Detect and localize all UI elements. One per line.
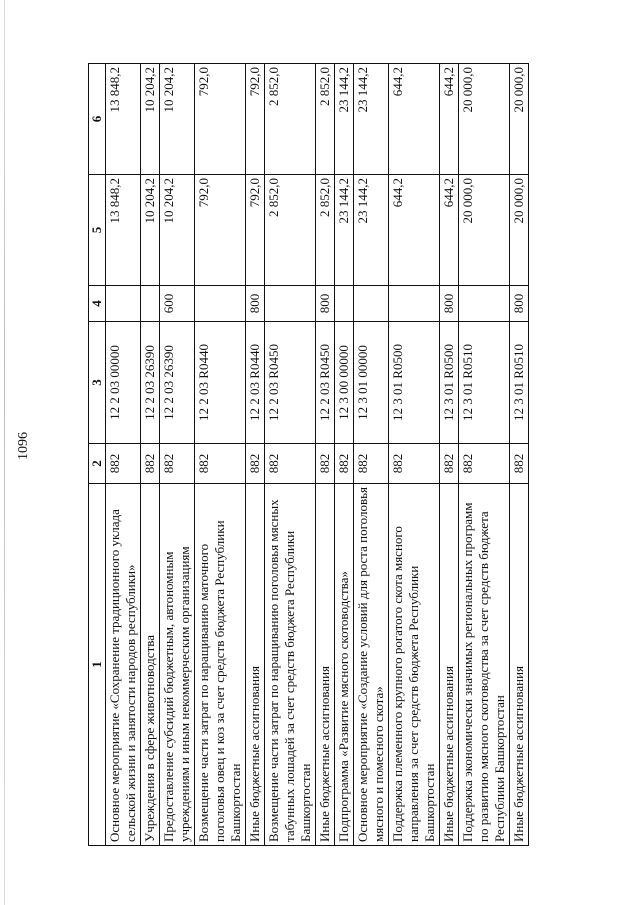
cell-name: Основное мероприятие «Сохранение традиционного уклада сельской жизни и занятости народов республики» (105, 484, 140, 846)
cell-amount-col5: 13 848,2 (105, 175, 140, 286)
cell-name: Возмещение части затрат по наращиванию поголовья мясных табунных лошадей за счет средств бюджета Республики Башкортостан (264, 484, 315, 846)
cell-target-code: 12 3 00 00000 (334, 322, 353, 444)
cell-target-code: 12 3 01 R0510 (458, 322, 509, 444)
cell-amount-col6: 2 852,0 (264, 64, 315, 175)
cell-target-code: 12 2 03 R0450 (264, 322, 315, 444)
scan-edge-line (4, 0, 5, 905)
cell-amount-col5: 792,0 (194, 175, 245, 286)
table-header-row (89, 64, 106, 846)
cell-amount-col6: 2 852,0 (315, 64, 334, 175)
budget-table (88, 63, 529, 846)
cell-target-code: 12 3 01 R0500 (439, 322, 458, 444)
cell-name: Иные бюджетные ассигнования (315, 484, 334, 846)
cell-name: Иные бюджетные ассигнования (439, 484, 458, 846)
cell-expense-type: 600 (159, 286, 194, 322)
cell-target-code: 12 2 03 00000 (105, 322, 140, 444)
cell-amount-col5: 10 204,2 (140, 175, 159, 286)
cell-amount-col5: 23 144,2 (353, 175, 388, 286)
cell-amount-col5: 10 204,2 (159, 175, 194, 286)
cell-amount-col6: 20 000,0 (509, 64, 528, 175)
header-col-1: 1 (89, 484, 106, 846)
cell-amount-col6: 10 204,2 (140, 64, 159, 175)
cell-name: Основное мероприятие «Создание условий для роста поголовья мясного и помесного скота» (353, 484, 388, 846)
table-row (140, 64, 159, 846)
header-col-6: 6 (89, 64, 106, 175)
cell-amount-col6: 23 144,2 (334, 64, 353, 175)
cell-expense-type: 800 (439, 286, 458, 322)
cell-amount-col6: 10 204,2 (159, 64, 194, 175)
cell-amount-col5: 792,0 (245, 175, 264, 286)
cell-expense-type: 800 (509, 286, 528, 322)
cell-amount-col6: 644,2 (388, 64, 439, 175)
cell-expense-type (264, 286, 315, 322)
header-col-3: 3 (89, 322, 106, 444)
table-row (439, 64, 458, 846)
cell-name: Предоставление субсидий бюджетным, автономным учреждениям и иным некоммерческим организациям (159, 484, 194, 846)
cell-target-code: 12 2 03 R0450 (315, 322, 334, 444)
table-row (159, 64, 194, 846)
cell-name: Иные бюджетные ассигнования (245, 484, 264, 846)
cell-admin-code: 882 (509, 444, 528, 484)
cell-name: Учреждения в сфере животноводства (140, 484, 159, 846)
cell-amount-col5: 2 852,0 (264, 175, 315, 286)
cell-admin-code: 882 (458, 444, 509, 484)
header-col-2: 2 (89, 444, 106, 484)
table-row (509, 64, 528, 846)
cell-amount-col6: 20 000,0 (458, 64, 509, 175)
cell-target-code: 12 2 03 R0440 (194, 322, 245, 444)
cell-target-code: 12 3 01 00000 (353, 322, 388, 444)
table-row (388, 64, 439, 846)
cell-admin-code: 882 (334, 444, 353, 484)
table-row (264, 64, 315, 846)
cell-amount-col6: 792,0 (194, 64, 245, 175)
cell-amount-col5: 20 000,0 (458, 175, 509, 286)
cell-admin-code: 882 (315, 444, 334, 484)
table-row (105, 64, 140, 846)
cell-expense-type: 800 (315, 286, 334, 322)
cell-admin-code: 882 (140, 444, 159, 484)
table-row (334, 64, 353, 846)
cell-expense-type (194, 286, 245, 322)
cell-name: Возмещение части затрат по наращиванию маточного поголовья овец и коз за счет средств бюджета Республики Башкортостан (194, 484, 245, 846)
cell-admin-code: 882 (105, 444, 140, 484)
table-row (315, 64, 334, 846)
cell-admin-code: 882 (353, 444, 388, 484)
table-body (105, 64, 528, 846)
cell-amount-col6: 792,0 (245, 64, 264, 175)
cell-amount-col5: 644,2 (388, 175, 439, 286)
cell-target-code: 12 3 01 R0510 (509, 322, 528, 444)
rotated-table-container (88, 64, 529, 846)
cell-expense-type (353, 286, 388, 322)
header-col-5: 5 (89, 175, 106, 286)
cell-expense-type (458, 286, 509, 322)
cell-admin-code: 882 (159, 444, 194, 484)
cell-expense-type (334, 286, 353, 322)
cell-expense-type (388, 286, 439, 322)
cell-expense-type: 800 (245, 286, 264, 322)
table-row (458, 64, 509, 846)
page-number: 1096 (16, 432, 31, 460)
cell-amount-col5: 2 852,0 (315, 175, 334, 286)
cell-expense-type (105, 286, 140, 322)
cell-amount-col6: 13 848,2 (105, 64, 140, 175)
cell-expense-type (140, 286, 159, 322)
cell-name: Поддержка племенного крупного рогатого скота мясного направления за счет средств бюджета Республики Башкортостан (388, 484, 439, 846)
cell-name: Подпрограмма «Развитие мясного скотоводства» (334, 484, 353, 846)
table-row (353, 64, 388, 846)
cell-amount-col5: 23 144,2 (334, 175, 353, 286)
cell-target-code: 12 3 01 R0500 (388, 322, 439, 444)
cell-admin-code: 882 (388, 444, 439, 484)
table-row (194, 64, 245, 846)
cell-amount-col6: 644,2 (439, 64, 458, 175)
cell-admin-code: 882 (264, 444, 315, 484)
cell-target-code: 12 2 03 R0440 (245, 322, 264, 444)
cell-admin-code: 882 (439, 444, 458, 484)
header-col-4: 4 (89, 286, 106, 322)
table-row (245, 64, 264, 846)
cell-amount-col6: 23 144,2 (353, 64, 388, 175)
cell-target-code: 12 2 03 26390 (140, 322, 159, 444)
cell-target-code: 12 2 03 26390 (159, 322, 194, 444)
cell-admin-code: 882 (245, 444, 264, 484)
cell-amount-col5: 20 000,0 (509, 175, 528, 286)
cell-admin-code: 882 (194, 444, 245, 484)
cell-amount-col5: 644,2 (439, 175, 458, 286)
cell-name: Иные бюджетные ассигнования (509, 484, 528, 846)
cell-name: Поддержка экономически значимых региональных программ по развитию мясного скотоводства за счет средств бюджета Республики Башкортостан (458, 484, 509, 846)
